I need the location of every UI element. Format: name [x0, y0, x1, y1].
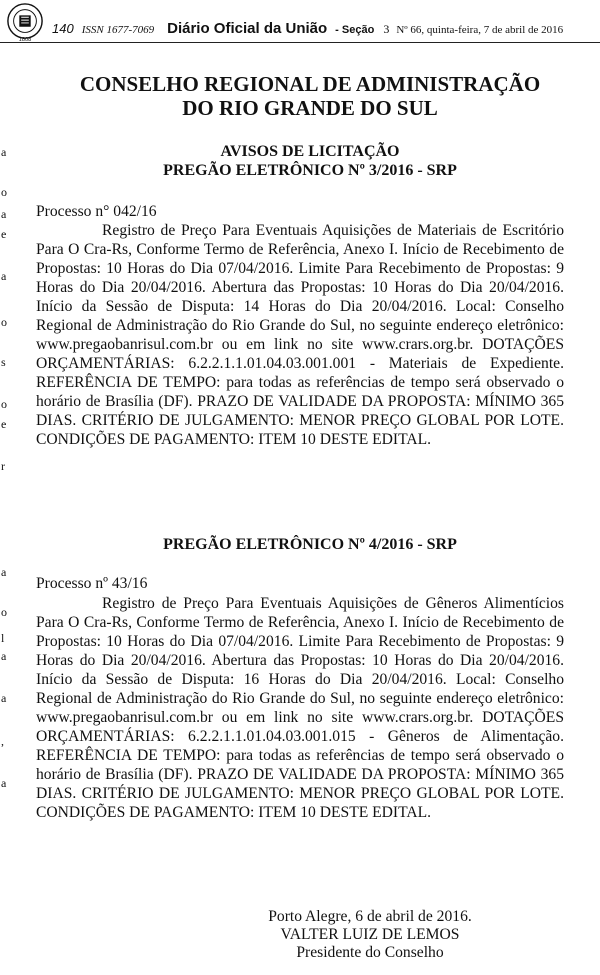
pregao-2-processo: Processo nº 43/16 — [36, 575, 148, 592]
issn: ISSN 1677-7069 — [81, 24, 155, 36]
pregao-1-title: PREGÃO ELETRÔNICO Nº 3/2016 - SRP — [163, 162, 457, 179]
section-number: 3 — [383, 22, 390, 36]
margin-char: a — [1, 691, 7, 705]
header-rule — [0, 42, 600, 43]
margin-char: , — [1, 734, 4, 748]
margin-char: e — [1, 227, 7, 241]
pregao-2-body — [36, 594, 564, 822]
margin-char: l — [1, 631, 5, 645]
page-header — [0, 0, 600, 46]
margin-char: s — [1, 355, 6, 369]
margin-char: a — [1, 565, 7, 579]
margin-char: o — [1, 397, 7, 411]
margin-char: a — [1, 269, 7, 283]
pregao-1-body-text: Registro de Preço Para Eventuais Aquisições de Materiais de Escritório Para O Cra-Rs, Conforme Termo de Referência, Anexo I. Início de Recebimento de Propostas: 10 Horas do Dia 07/04/2016. Limite Para Recebimento de Propostas: 9 Horas do Dia 20/04/2016. Abertura das Propostas: 10 Horas do Dia 20/04/2016. Início da Sessão de Disputa: 14 Horas do Dia 20/04/2016. Local: Conselho Regional de Administração do Rio Grande do Sul, no seguinte endereço eletrônico: www.pregaobanrisul.com.br ou em link no site www.crars.org.br. DOTAÇÕES ORÇAMENTÁRIAS: 6.2.2.1.1.01.04.03.001.001 - Materiais de Expediente. REFERÊNCIA DE TEMPO: para todas as referências de tempo será observado o horário de Brasília (DF). PRAZO DE VALIDADE DA PROPOSTA: MÍNIMO 365 DIAS. CRITÉRIO DE JULGAMENTO: MENOR PREÇO GLOBAL POR LOTE. CONDIÇÕES DE PAGAMENTO: ITEM 10 DESTE EDITAL. — [36, 222, 564, 448]
pregao-2-title: PREGÃO ELETRÔNICO Nº 4/2016 - SRP — [163, 536, 457, 553]
organization-line-1: CONSELHO REGIONAL DE ADMINISTRAÇÃO — [79, 72, 541, 96]
imprensa-nacional-seal-icon — [6, 2, 44, 42]
header-line — [52, 20, 563, 37]
organization-title — [20, 72, 600, 120]
signature-name: VALTER LUIZ DE LEMOS — [280, 926, 460, 943]
signature-block — [200, 908, 540, 962]
signature-role: Presidente do Conselho — [296, 944, 444, 961]
margin-char: a — [1, 649, 7, 663]
signature-place-date: Porto Alegre, 6 de abril de 2016. — [268, 908, 472, 925]
section-label: - Seção — [335, 24, 375, 36]
margin-char: a — [1, 207, 7, 221]
left-margin-fragments — [0, 0, 10, 975]
publication-title: Diário Oficial da União — [167, 20, 328, 37]
page-number: 140 — [52, 21, 74, 36]
pregao-1-processo: Processo n° 042/16 — [36, 203, 157, 220]
issue-date: Nº 66, quinta-feira, 7 de abril de 2016 — [396, 24, 564, 36]
margin-char: e — [1, 417, 7, 431]
pregao-2-body-text: Registro de Preço Para Eventuais Aquisições de Gêneros Alimentícios Para O Cra-Rs, Conforme Termo de Referência, Anexo I. Início de Recebimento de Propostas: 10 Horas do Dia 07/04/2016. Limite Para Recebimento de Propostas: 9 Horas do Dia 20/04/2016. Abertura das Propostas: 10 Horas do Dia 20/04/2016. Início da Sessão de Disputa: 16 Horas do Dia 20/04/2016. Local: Conselho Regional de Administração do Rio Grande do Sul, no seguinte endereço eletrônico: www.pregaobanrisul.com.br ou em link no site www.crars.org.br. DOTAÇÕES ORÇAMENTÁRIAS: 6.2.2.1.1.01.04.03.001.015 - Gêneros de Alimentação. REFERÊNCIA DE TEMPO: para todas as referências de tempo será observado o horário de Brasília (DF). PRAZO DE VALIDADE DA PROPOSTA: MÍNIMO 365 DIAS. CRITÉRIO DE JULGAMENTO: MENOR PREÇO GLOBAL POR LOTE. CONDIÇÕES DE PAGAMENTO: ITEM 10 DESTE EDITAL. — [36, 595, 564, 821]
margin-char: o — [1, 185, 7, 199]
margin-char: r — [1, 459, 5, 473]
organization-line-2: DO RIO GRANDE DO SUL — [182, 96, 438, 120]
margin-char: a — [1, 145, 7, 159]
margin-char: o — [1, 605, 7, 619]
pregao-1-body — [36, 221, 564, 449]
svg-text:1808: 1808 — [18, 37, 32, 42]
margin-char: o — [1, 315, 7, 329]
avisos-heading: AVISOS DE LICITAÇÃO — [220, 143, 400, 160]
margin-char: a — [1, 776, 7, 790]
